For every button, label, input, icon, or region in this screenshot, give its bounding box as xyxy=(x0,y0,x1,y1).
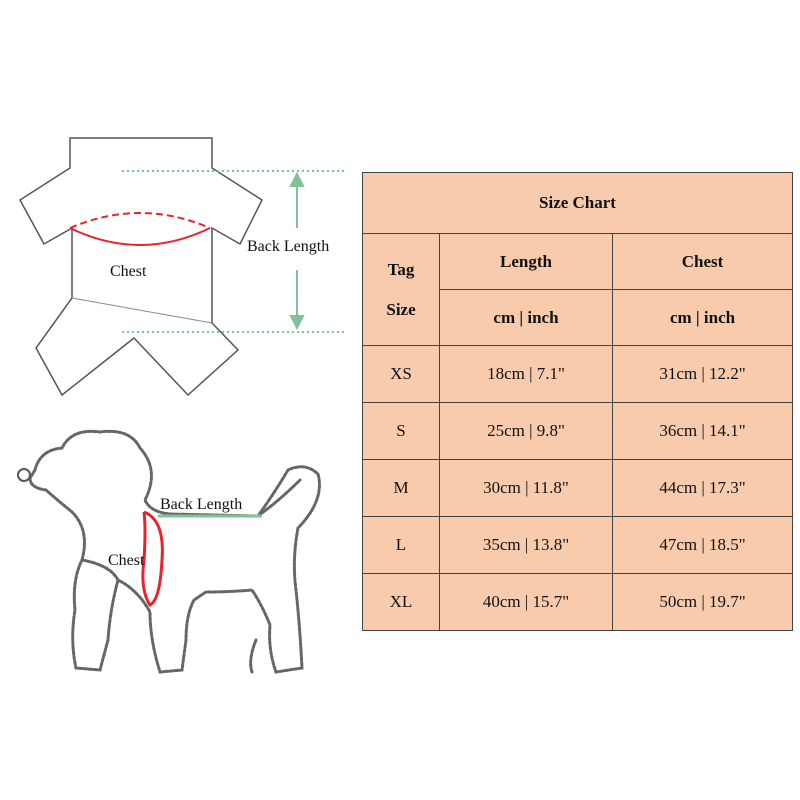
dog-chest-measure xyxy=(143,512,163,605)
dog-back-length-label: Back Length xyxy=(160,496,243,513)
shirt-chest-measure xyxy=(70,213,210,245)
table-row xyxy=(363,403,793,460)
shirt-chest-label: Chest xyxy=(110,263,147,280)
dog-chest-label: Chest xyxy=(108,552,145,569)
size-chart-table xyxy=(362,172,793,631)
table-row xyxy=(363,346,793,403)
size-cell: XS xyxy=(363,346,440,403)
dog-outline xyxy=(30,431,319,672)
table-row xyxy=(363,460,793,517)
length-cell: 35cm | 13.8" xyxy=(440,517,613,574)
tag-header-line1: Tag xyxy=(387,259,415,279)
size-cell: XL xyxy=(363,574,440,631)
size-cell: L xyxy=(363,517,440,574)
tag-header-line2: Size xyxy=(386,299,416,319)
length-cell: 25cm | 9.8" xyxy=(440,403,613,460)
chest-cell: 44cm | 17.3" xyxy=(613,460,793,517)
length-header: Length xyxy=(440,234,613,290)
chest-cell: 50cm | 19.7" xyxy=(613,574,793,631)
length-cell: 40cm | 15.7" xyxy=(440,574,613,631)
size-cell: S xyxy=(363,403,440,460)
table-row xyxy=(363,574,793,631)
size-chart-title: Size Chart xyxy=(363,173,793,234)
chest-cell: 47cm | 18.5" xyxy=(613,517,793,574)
table-row xyxy=(363,517,793,574)
chest-cell: 36cm | 14.1" xyxy=(613,403,793,460)
chest-unit-header: cm | inch xyxy=(613,290,793,346)
size-cell: M xyxy=(363,460,440,517)
chest-header: Chest xyxy=(613,234,793,290)
length-cell: 30cm | 11.8" xyxy=(440,460,613,517)
length-cell: 18cm | 7.1" xyxy=(440,346,613,403)
dog-nose-icon xyxy=(18,469,30,481)
chest-cell: 31cm | 12.2" xyxy=(613,346,793,403)
tag-size-header xyxy=(363,234,440,346)
shirt-back-length-label: Back Length xyxy=(247,238,330,255)
length-unit-header: cm | inch xyxy=(440,290,613,346)
